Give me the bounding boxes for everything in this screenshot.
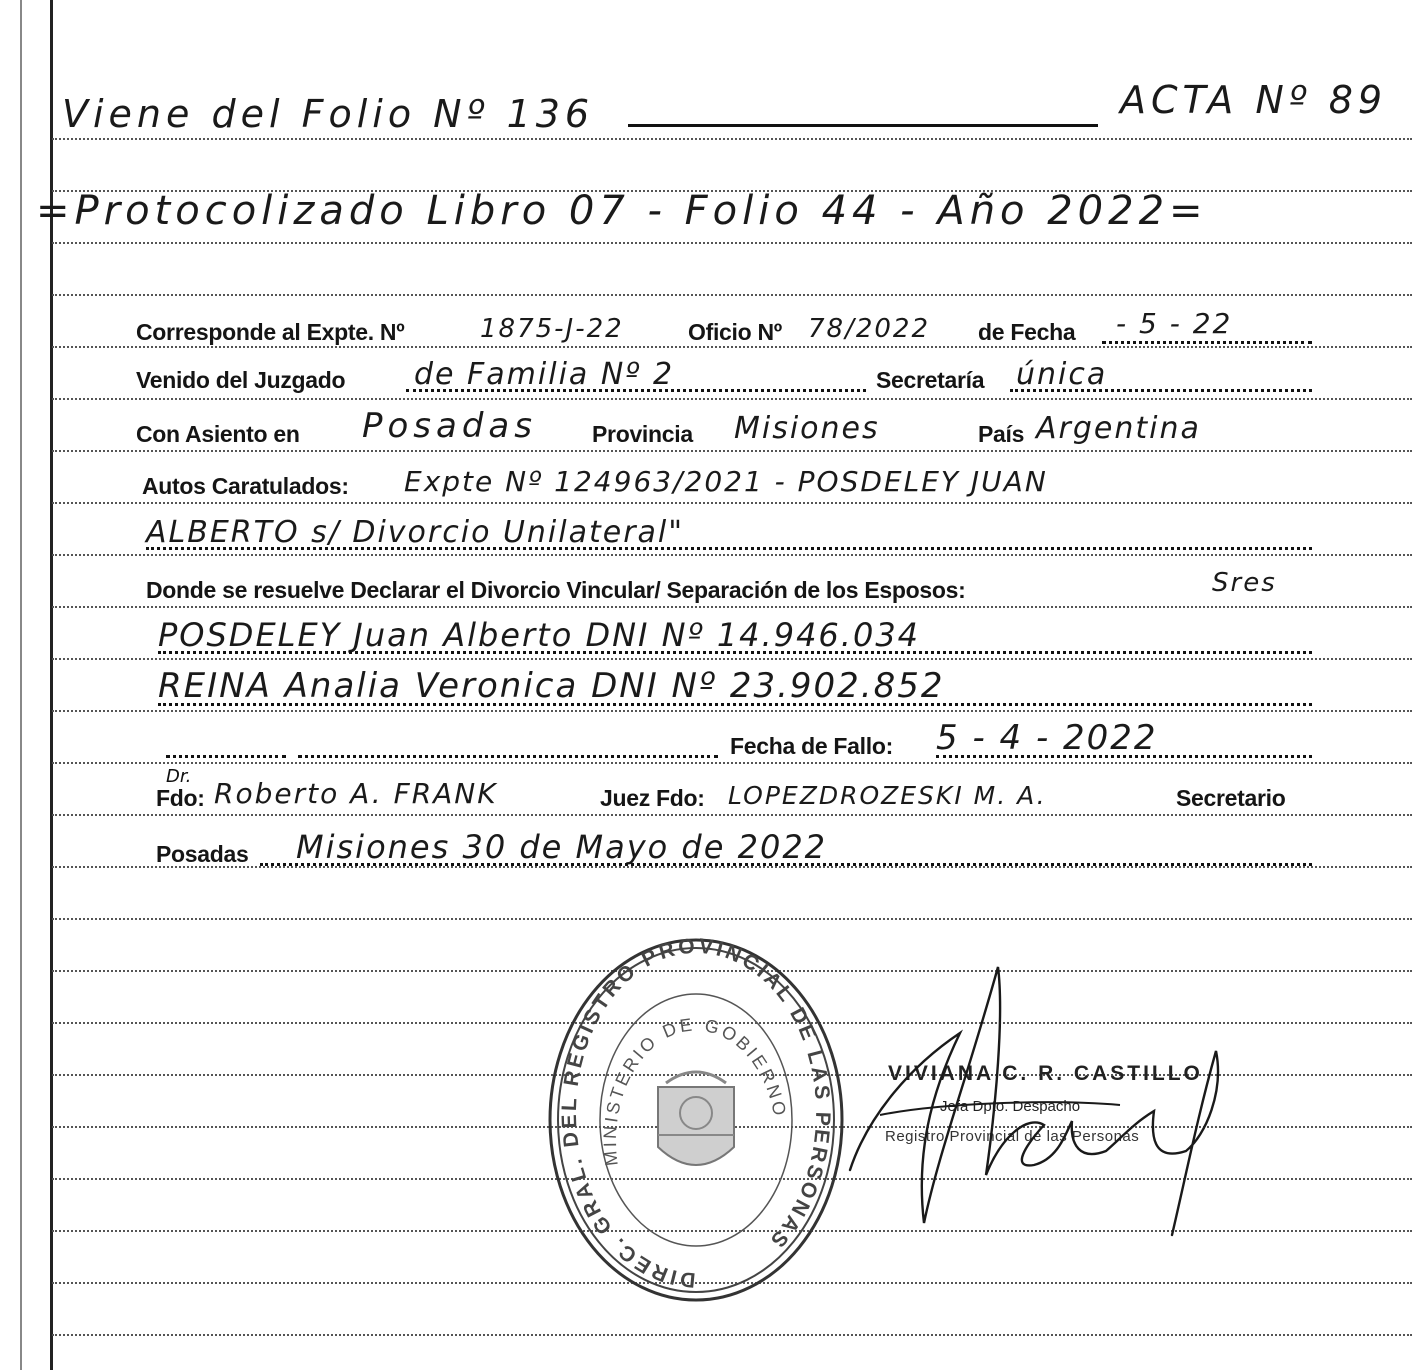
oficio-value: 78/2022 — [808, 314, 931, 344]
row-spouse-2 — [136, 666, 1312, 714]
resuelve-value: Sres — [1212, 568, 1277, 598]
official-seal — [546, 935, 846, 1305]
fdo-prefix: Dr. — [166, 766, 192, 787]
expte-label: Corresponde al Expte. Nº — [136, 319, 405, 345]
autos-value-line-2: ALBERTO s/ Divorcio Unilateral" — [146, 515, 685, 550]
secretaria-value: única — [1016, 357, 1108, 392]
row-asiento — [136, 406, 1312, 454]
row-autos-2 — [136, 510, 1312, 558]
official-org: Registro Provincial de las Personas — [885, 1128, 1140, 1145]
secretario-label: Secretario — [1176, 785, 1286, 811]
asiento-label: Con Asiento en — [136, 421, 300, 447]
juez-label: Juez Fdo: — [600, 785, 705, 811]
acta-number: ACTA Nº 89 — [1120, 78, 1388, 122]
expte-value: 1875-J-22 — [480, 314, 624, 344]
juez-value: Roberto A. FRANK — [214, 777, 498, 810]
autos-value-line-1: Expte Nº 124963/2021 - POSDELEY JUAN — [404, 465, 1048, 498]
folio-note: Viene del Folio Nº 136 — [62, 92, 595, 136]
fecha-label: de Fecha — [978, 319, 1076, 345]
row-firmas — [136, 766, 1312, 818]
seal-outer-text: DIREC. GRAL. DEL REGISTRO PROVINCIAL DE LAS PERSONAS — [557, 935, 835, 1292]
fallo-label: Fecha de Fallo: — [730, 733, 893, 759]
coat-of-arms-icon — [658, 1072, 734, 1165]
spouse-2: REINA Analia Veronica DNI Nº 23.902.852 — [158, 666, 945, 706]
pais-value: Argentina — [1036, 411, 1201, 446]
row-autos — [136, 458, 1312, 506]
folio-underline — [628, 124, 1098, 127]
posadas-label: Posadas — [156, 841, 249, 867]
spouse-1: POSDELEY Juan Alberto DNI Nº 14.946.034 — [158, 616, 921, 654]
provincia-value: Misiones — [734, 411, 880, 446]
pais-label: País — [978, 421, 1025, 447]
row-spouse-1 — [136, 614, 1312, 662]
row-expte — [136, 304, 1312, 352]
official-name: VIVIANA C. R. CASTILLO — [888, 1062, 1203, 1085]
autos-label: Autos Caratulados: — [142, 473, 349, 499]
left-margin-line — [20, 0, 22, 1370]
secretario-value: LOPEZDROZESKI M. A. — [728, 781, 1047, 810]
fallo-value: 5 - 4 - 2022 — [936, 718, 1158, 758]
signature — [820, 955, 1240, 1240]
resuelve-label: Donde se resuelve Declarar el Divorcio Vincular/ Separación de los Esposos: — [146, 577, 966, 603]
juzgado-label: Venido del Juzgado — [136, 367, 346, 393]
oficio-label: Oficio Nº — [688, 319, 782, 345]
row-posadas — [136, 826, 1312, 874]
fecha-value: - 5 - 22 — [1116, 307, 1233, 340]
seal-inner-text: MINISTERIO DE GOBIERNO — [599, 1014, 791, 1167]
row-fallo — [136, 718, 1312, 766]
fdo-label: Fdo: — [156, 785, 205, 811]
official-role: Jefa Dpto. Despacho — [940, 1098, 1081, 1115]
protocol-note: =Protocolizado Libro 07 - Folio 44 - Año 2022= — [36, 188, 1208, 234]
asiento-value: Posadas — [362, 406, 537, 446]
provincia-label: Provincia — [592, 421, 693, 447]
secretaria-label: Secretaría — [876, 367, 985, 393]
posadas-value: Misiones 30 de Mayo de 2022 — [296, 828, 828, 866]
juzgado-value: de Familia Nº 2 — [414, 357, 675, 392]
row-resuelve — [136, 562, 1312, 610]
row-juzgado — [136, 352, 1312, 400]
